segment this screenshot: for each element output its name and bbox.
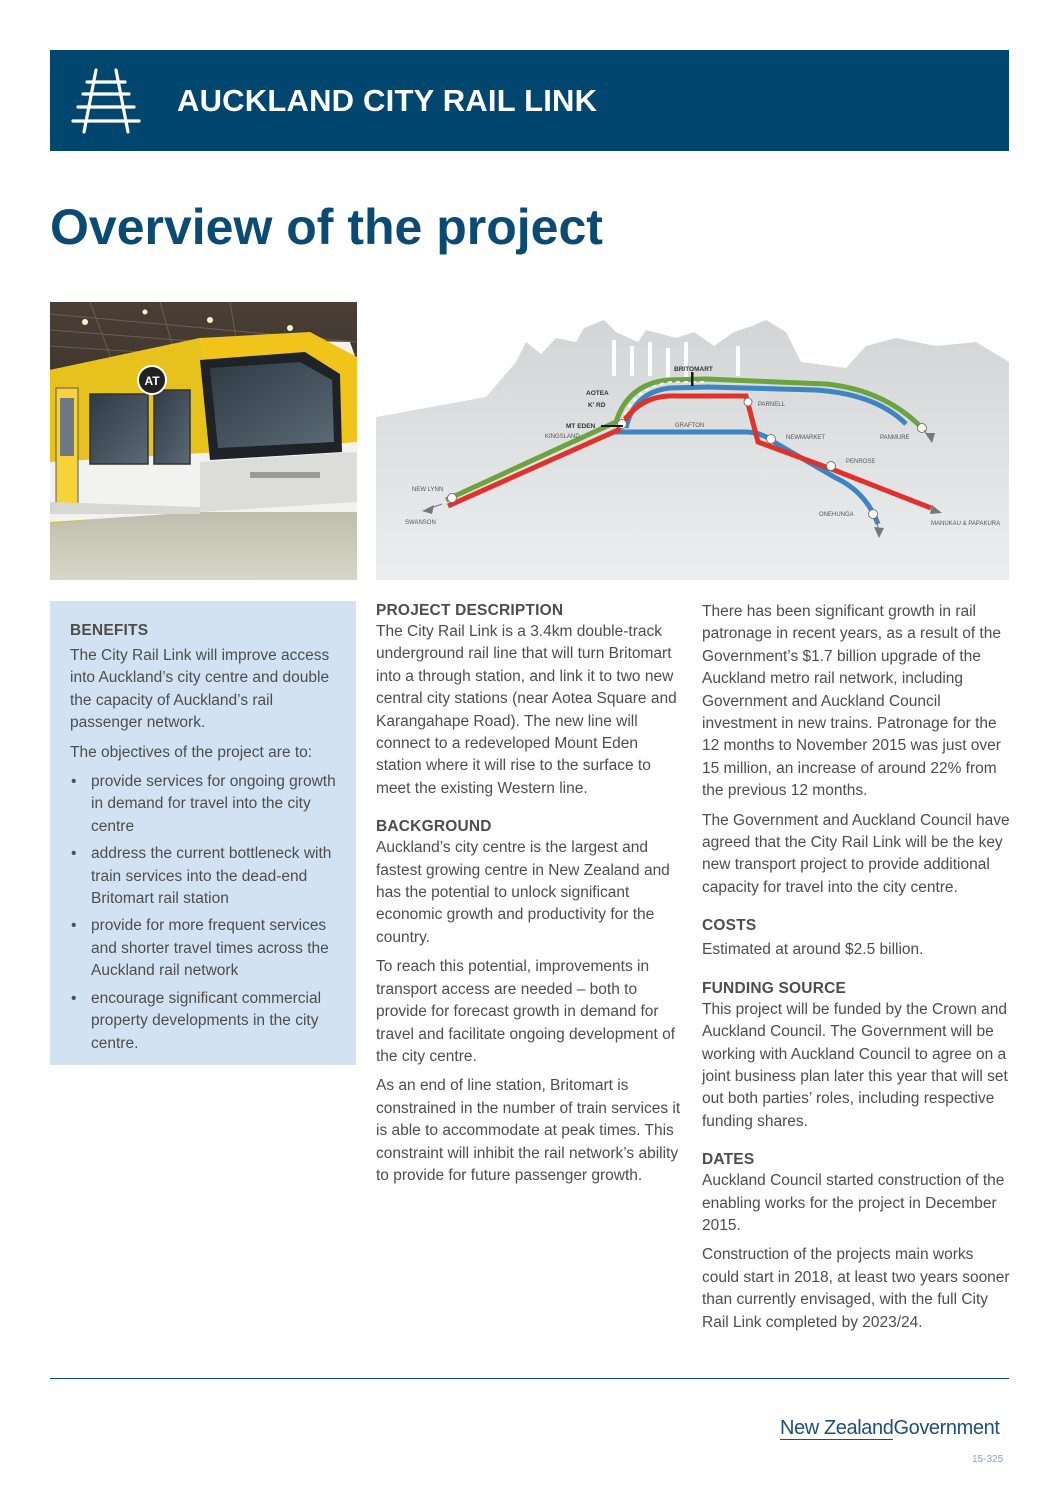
document-number: 15-325: [972, 1454, 1004, 1465]
bullet-text: provide for more frequent services and shorter travel times across the Auckland rail network: [91, 917, 329, 980]
parnell-marker: [744, 398, 752, 406]
label-britomart: BRITOMART: [674, 366, 713, 373]
railway-track-icon: [70, 68, 142, 134]
label-mt-eden: MT EDEN: [566, 423, 596, 430]
background-para-2: To reach this potential, improvements in transport access are needed – both to provide for forecast growth in demand for travel and facilitate ongoing development of the city centre.: [376, 958, 676, 1065]
label-manukau: MANUKAU & PAPAKURA: [931, 521, 1001, 527]
column-right: [702, 601, 1010, 1341]
label-onehunga: ONEHUNGA: [819, 512, 854, 518]
onehunga-marker: [869, 510, 878, 519]
bullet-text: encourage significant commercial property developments in the city centre.: [91, 989, 322, 1052]
funding-heading: FUNDING SOURCE: [702, 979, 847, 997]
bullet-text: address the current bottleneck with train services into the dead-end Britomart rail station: [91, 845, 332, 908]
benefits-intro: The City Rail Link will improve access into Auckland’s city centre and double the capacity of Auckland’s rail passenger network.: [70, 647, 330, 732]
label-kingsland: KINGSLAND: [545, 434, 580, 440]
bullet-icon: •: [71, 773, 77, 791]
mt-eden-tick: [601, 425, 623, 427]
objectives-intro: The objectives of the project are to:: [70, 743, 313, 761]
list-item: [70, 771, 338, 838]
label-parnell: PARNELL: [758, 402, 785, 408]
new-lynn-marker: [448, 494, 457, 503]
header-title: AUCKLAND CITY RAIL LINK: [177, 83, 598, 118]
costs-heading: COSTS: [702, 917, 757, 935]
label-new-lynn: NEW LYNN: [412, 487, 444, 493]
funding-text: This project will be funded by the Crown and Auckland Council. The Government will be working with Auckland Council to agree on a joint business plan later this year that will set out both parties’ roles, including respective funding shares.: [702, 1000, 1008, 1130]
background-para-1: Auckland’s city centre is the largest and fastest growing centre in New Zealand and has the potential to unlock significant economic growth and productivity for the country.: [376, 839, 670, 946]
label-newmarket: NEWMARKET: [786, 435, 825, 441]
list-item: [70, 843, 338, 910]
nz-government-logo-part2: Government: [893, 1417, 1000, 1439]
dates-para-1: Auckland Council started construction of the enabling works for the project in December 2015.: [702, 1172, 1005, 1234]
label-panmure: PANMURE: [880, 435, 910, 441]
label-penrose: PENROSE: [846, 459, 876, 465]
bullet-icon: •: [71, 845, 77, 863]
kingsland-marker: [618, 420, 627, 429]
background-heading: BACKGROUND: [376, 818, 492, 836]
bullet-text: provide services for ongoing growth in demand for travel into the city centre: [91, 773, 336, 835]
label-swanson: SWANSON: [405, 520, 436, 526]
growth-para-1: There has been significant growth in rail patronage in recent years, as a result of the Government’s $1.7 billion upgrade of the Auckland metro rail network, including Government and Auckland Council investment in new trains. Patronage for the 12 months to November 2015 was just over 15 million, an increase of around 22% from the previous 12 months.: [702, 603, 1001, 800]
britomart-tick: [691, 372, 694, 386]
route-map: [376, 302, 1009, 580]
dates-para-2: Construction of the projects main works could start in 2018, at least two years sooner than currently envisaged, with the full City Rail Link completed by 2023/24.: [702, 1246, 1010, 1331]
project-description-heading: PROJECT DESCRIPTION: [376, 602, 564, 619]
costs-text: Estimated at around $2.5 billion.: [702, 941, 924, 959]
nz-government-logo: [780, 1417, 1000, 1440]
benefits-heading: BENEFITS: [70, 622, 149, 639]
page-title: Overview of the project: [50, 199, 603, 255]
nz-government-logo-part1: New Zealand: [780, 1417, 894, 1439]
label-aotea: AOTEA: [586, 390, 609, 397]
dates-heading: DATES: [702, 1151, 755, 1169]
bullet-icon: •: [71, 989, 77, 1007]
bullet-icon: •: [71, 917, 77, 935]
footer-divider: [50, 1378, 1009, 1379]
column-middle: [376, 601, 684, 1194]
label-krd: K' RD: [588, 402, 606, 409]
objectives-list: [70, 771, 338, 1055]
train-photo: [50, 302, 357, 580]
at-logo: AT: [144, 374, 160, 388]
list-item: [70, 915, 338, 982]
growth-para-2: The Government and Auckland Council have agreed that the City Rail Link will be the key new transport project to provide additional capacity for travel into the city centre.: [702, 811, 1010, 896]
list-item: [70, 988, 338, 1055]
label-grafton: GRAFTON: [675, 423, 705, 429]
header-banner: [50, 50, 1009, 151]
project-description-text: The City Rail Link is a 3.4km double-track underground rail line that will turn Britomart into a through station, and link it to two new central city stations (near Aotea Square and Karangahape Road). The new line will connect to a redeveloped Mount Eden station where it will rise to the surface to meet the existing Western line.: [376, 623, 677, 797]
background-para-3: As an end of line station, Britomart is constrained in the number of train services it is able to accommodate at peak times. This constraint will inhibit the rail network’s ability to provide for future passenger growth.: [376, 1077, 681, 1184]
penrose-marker: [827, 462, 836, 471]
newmarket-marker: [767, 435, 776, 444]
benefits-box: [50, 601, 356, 1065]
